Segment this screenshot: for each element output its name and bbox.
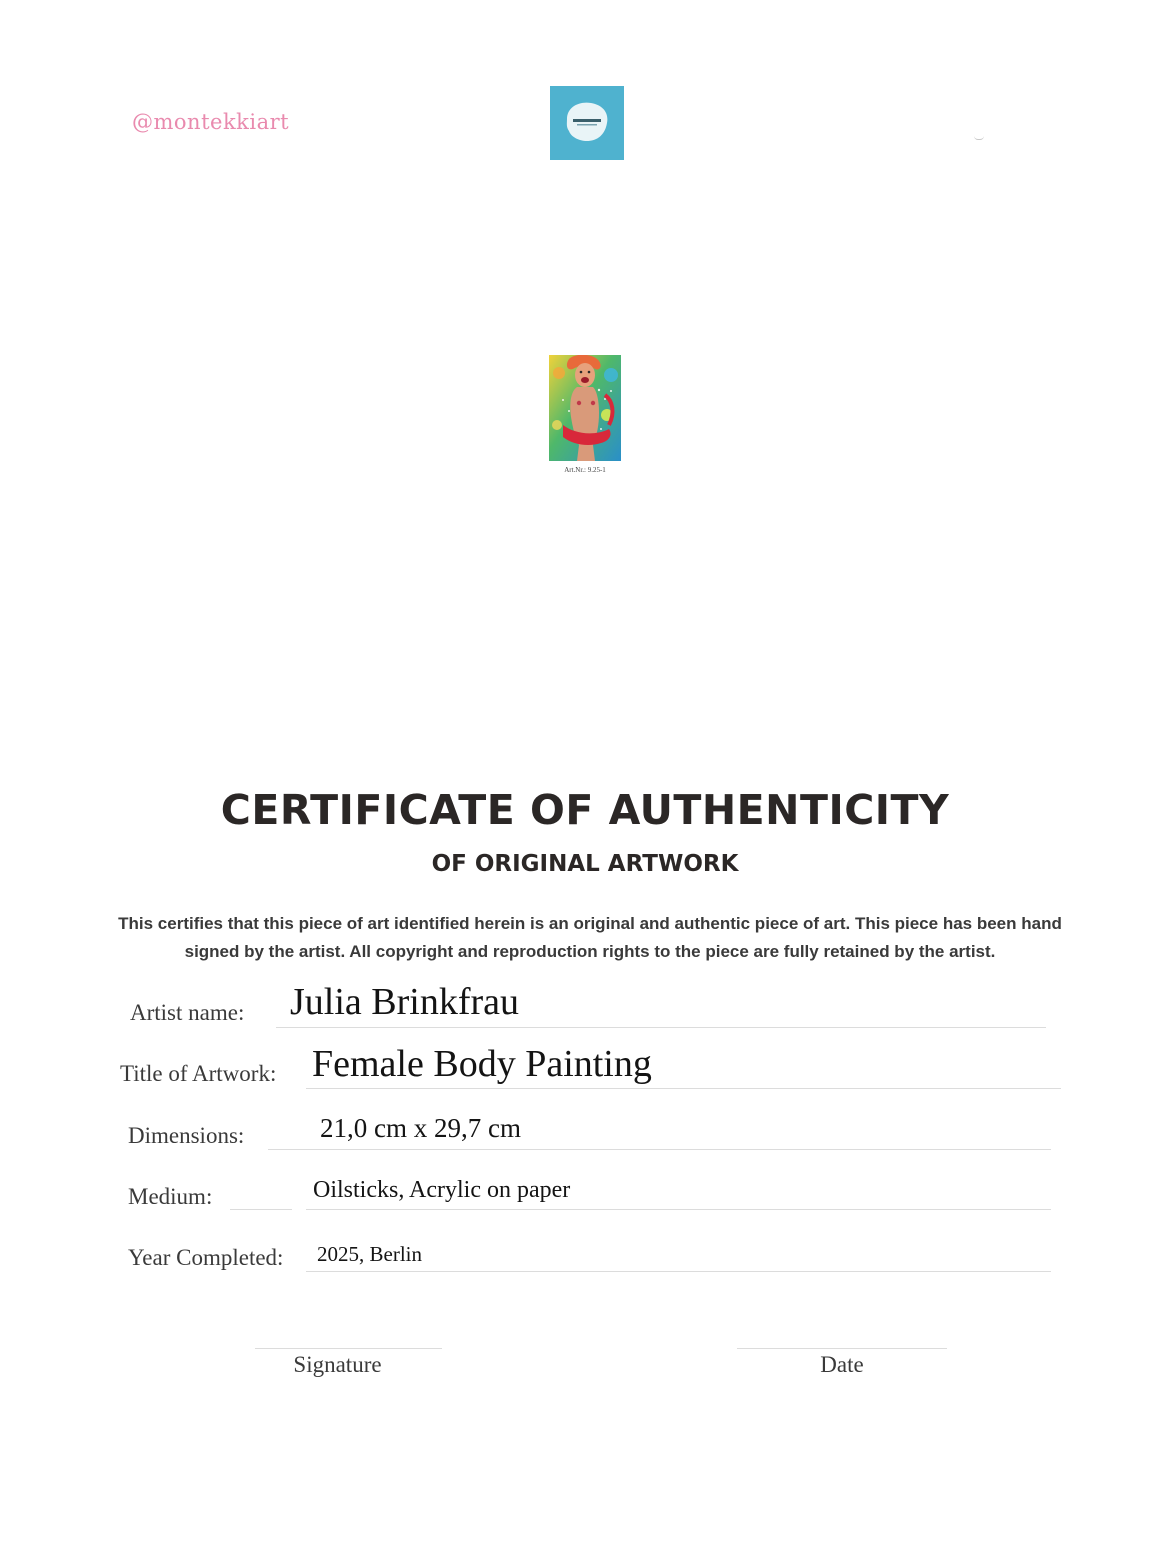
artist-name-value: Julia Brinkfrau [290,981,520,1023]
certificate-subtitle: OF ORIGINAL ARTWORK [431,851,739,877]
brand-logo-icon [550,86,624,160]
medium-label: Medium: [128,1184,213,1209]
artwork-thumbnail [549,355,621,461]
statement-line-2: signed by the artist. All copyright and reproduction rights to the piece are fully retained by the artist. [184,942,996,961]
statement-line-1: This certifies that this piece of art identified herein is an original and authentic piece of art. This piece has been hand [118,914,1062,933]
year-completed-value: 2025, Berlin [317,1242,422,1266]
year-completed-line [306,1271,1051,1272]
art-number: Art.Nr.: 9.25-1 [564,466,606,474]
artist-name-label: Artist name: [130,1000,245,1025]
brand-logo-shape [557,93,617,153]
year-completed-label: Year Completed: [128,1245,284,1270]
medium-line-short [230,1209,292,1210]
tiny-mark [974,136,984,140]
date-label: Date [820,1352,864,1377]
dimensions-value: 21,0 cm x 29,7 cm [320,1113,521,1143]
signature-label: Signature [293,1352,382,1377]
certificate-title: CERTIFICATE OF AUTHENTICITY [220,786,950,834]
dimensions-line [268,1149,1051,1150]
dimensions-label: Dimensions: [128,1123,245,1148]
date-line [737,1348,947,1349]
medium-line [306,1209,1051,1210]
artwork-title-value: Female Body Painting [312,1043,652,1085]
painting-thumbnail-icon [549,355,621,461]
artwork-title-label: Title of Artwork: [120,1061,277,1086]
certification-statement [110,910,1070,966]
medium-value: Oilsticks, Acrylic on paper [313,1177,571,1203]
artist-name-line [276,1027,1046,1028]
instagram-handle: @montekkiart [132,110,290,134]
artwork-title-line [306,1088,1061,1089]
signature-line [255,1348,442,1349]
